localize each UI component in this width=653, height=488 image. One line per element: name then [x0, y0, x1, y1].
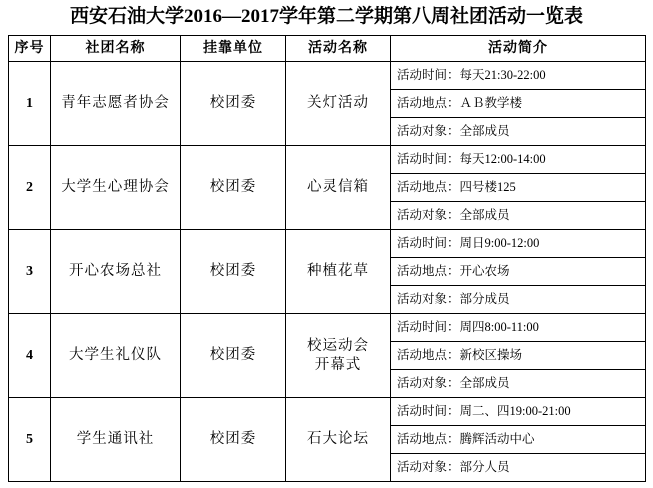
description-label: 活动时间： [397, 320, 460, 334]
description-line [391, 314, 645, 342]
description-line [391, 118, 645, 146]
description-line [391, 230, 645, 258]
description-label: 活动地点： [397, 348, 460, 362]
description-line [391, 202, 645, 230]
page-title: 西安石油大学2016—2017学年第二学期第八周社团活动一览表 [69, 6, 583, 27]
description-line [391, 62, 645, 90]
description-line [391, 174, 645, 202]
table-row [9, 146, 646, 230]
table-header-row [9, 36, 646, 62]
cell-activity: 心灵信箱 [286, 146, 391, 230]
description-value: 全部成员 [459, 124, 510, 138]
description-row [391, 230, 645, 258]
description-row [391, 454, 645, 482]
description-row [391, 370, 645, 398]
table-header [9, 36, 646, 62]
cell-description [391, 230, 646, 314]
description-row [391, 62, 645, 90]
cell-activity: 关灯活动 [286, 62, 391, 146]
description-row [391, 258, 645, 286]
cell-no: 5 [9, 398, 51, 482]
description-row [391, 146, 645, 174]
description-label: 活动对象： [397, 208, 460, 222]
cell-no: 2 [9, 146, 51, 230]
column-header-activity: 活动名称 [286, 36, 391, 62]
description-value: ＡＢ教学楼 [459, 96, 523, 110]
description-label: 活动地点： [397, 96, 460, 110]
description-line [391, 146, 645, 174]
cell-unit: 校团委 [181, 62, 286, 146]
cell-club: 学生通讯社 [51, 398, 181, 482]
cell-activity: 种植花草 [286, 230, 391, 314]
table-body [9, 62, 646, 482]
description-row [391, 202, 645, 230]
description-line [391, 370, 645, 398]
cell-description [391, 398, 646, 482]
column-header-no: 序号 [9, 36, 51, 62]
description-list [391, 314, 645, 397]
description-list [391, 230, 645, 313]
cell-unit: 校团委 [181, 398, 286, 482]
description-line [391, 454, 645, 482]
description-value: 部分成员 [459, 292, 510, 306]
description-value: 开心农场 [459, 264, 510, 278]
description-row [391, 118, 645, 146]
description-value: 周二、四19:00-21:00 [459, 404, 571, 418]
description-row [391, 426, 645, 454]
description-value: 新校区操场 [459, 348, 523, 362]
cell-club: 大学生心理协会 [51, 146, 181, 230]
description-label: 活动时间： [397, 236, 460, 250]
description-label: 活动时间： [397, 404, 460, 418]
cell-unit: 校团委 [181, 146, 286, 230]
cell-club: 大学生礼仪队 [51, 314, 181, 398]
cell-club: 开心农场总社 [51, 230, 181, 314]
column-header-description: 活动简介 [391, 36, 646, 62]
description-label: 活动时间： [397, 68, 460, 82]
description-value: 全部成员 [459, 208, 510, 222]
description-row [391, 342, 645, 370]
cell-description [391, 62, 646, 146]
description-label: 活动对象： [397, 292, 460, 306]
column-header-club: 社团名称 [51, 36, 181, 62]
description-list [391, 398, 645, 481]
description-label: 活动时间： [397, 152, 460, 166]
description-line [391, 258, 645, 286]
cell-no: 1 [9, 62, 51, 146]
table-row [9, 230, 646, 314]
cell-club: 青年志愿者协会 [51, 62, 181, 146]
cell-unit: 校团委 [181, 314, 286, 398]
cell-description [391, 146, 646, 230]
cell-activity: 校运动会开幕式 [286, 314, 391, 398]
description-row [391, 314, 645, 342]
description-value: 周四8:00-11:00 [459, 320, 539, 334]
description-value: 每天12:00-14:00 [459, 152, 546, 166]
description-value: 每天21:30-22:00 [459, 68, 546, 82]
description-label: 活动对象： [397, 124, 460, 138]
description-row [391, 398, 645, 426]
cell-activity: 石大论坛 [286, 398, 391, 482]
description-list [391, 62, 645, 145]
description-label: 活动地点： [397, 264, 460, 278]
description-row [391, 174, 645, 202]
description-line [391, 90, 645, 118]
description-row [391, 286, 645, 314]
description-value: 四号楼125 [459, 180, 516, 194]
description-value: 全部成员 [459, 376, 510, 390]
cell-unit: 校团委 [181, 230, 286, 314]
description-row [391, 90, 645, 118]
cell-no: 3 [9, 230, 51, 314]
description-line [391, 426, 645, 454]
description-label: 活动对象： [397, 376, 460, 390]
table-row [9, 314, 646, 398]
cell-no: 4 [9, 314, 51, 398]
cell-description [391, 314, 646, 398]
description-line [391, 398, 645, 426]
description-label: 活动地点： [397, 432, 460, 446]
description-line [391, 342, 645, 370]
description-value: 部分人员 [459, 460, 510, 474]
column-header-unit: 挂靠单位 [181, 36, 286, 62]
activity-table [8, 35, 646, 482]
description-value: 周日9:00-12:00 [459, 236, 540, 250]
description-list [391, 146, 645, 229]
description-label: 活动对象： [397, 460, 460, 474]
description-line [391, 286, 645, 314]
table-row [9, 398, 646, 482]
table-row [9, 62, 646, 146]
description-value: 腾辉活动中心 [459, 432, 535, 446]
description-label: 活动地点： [397, 180, 460, 194]
